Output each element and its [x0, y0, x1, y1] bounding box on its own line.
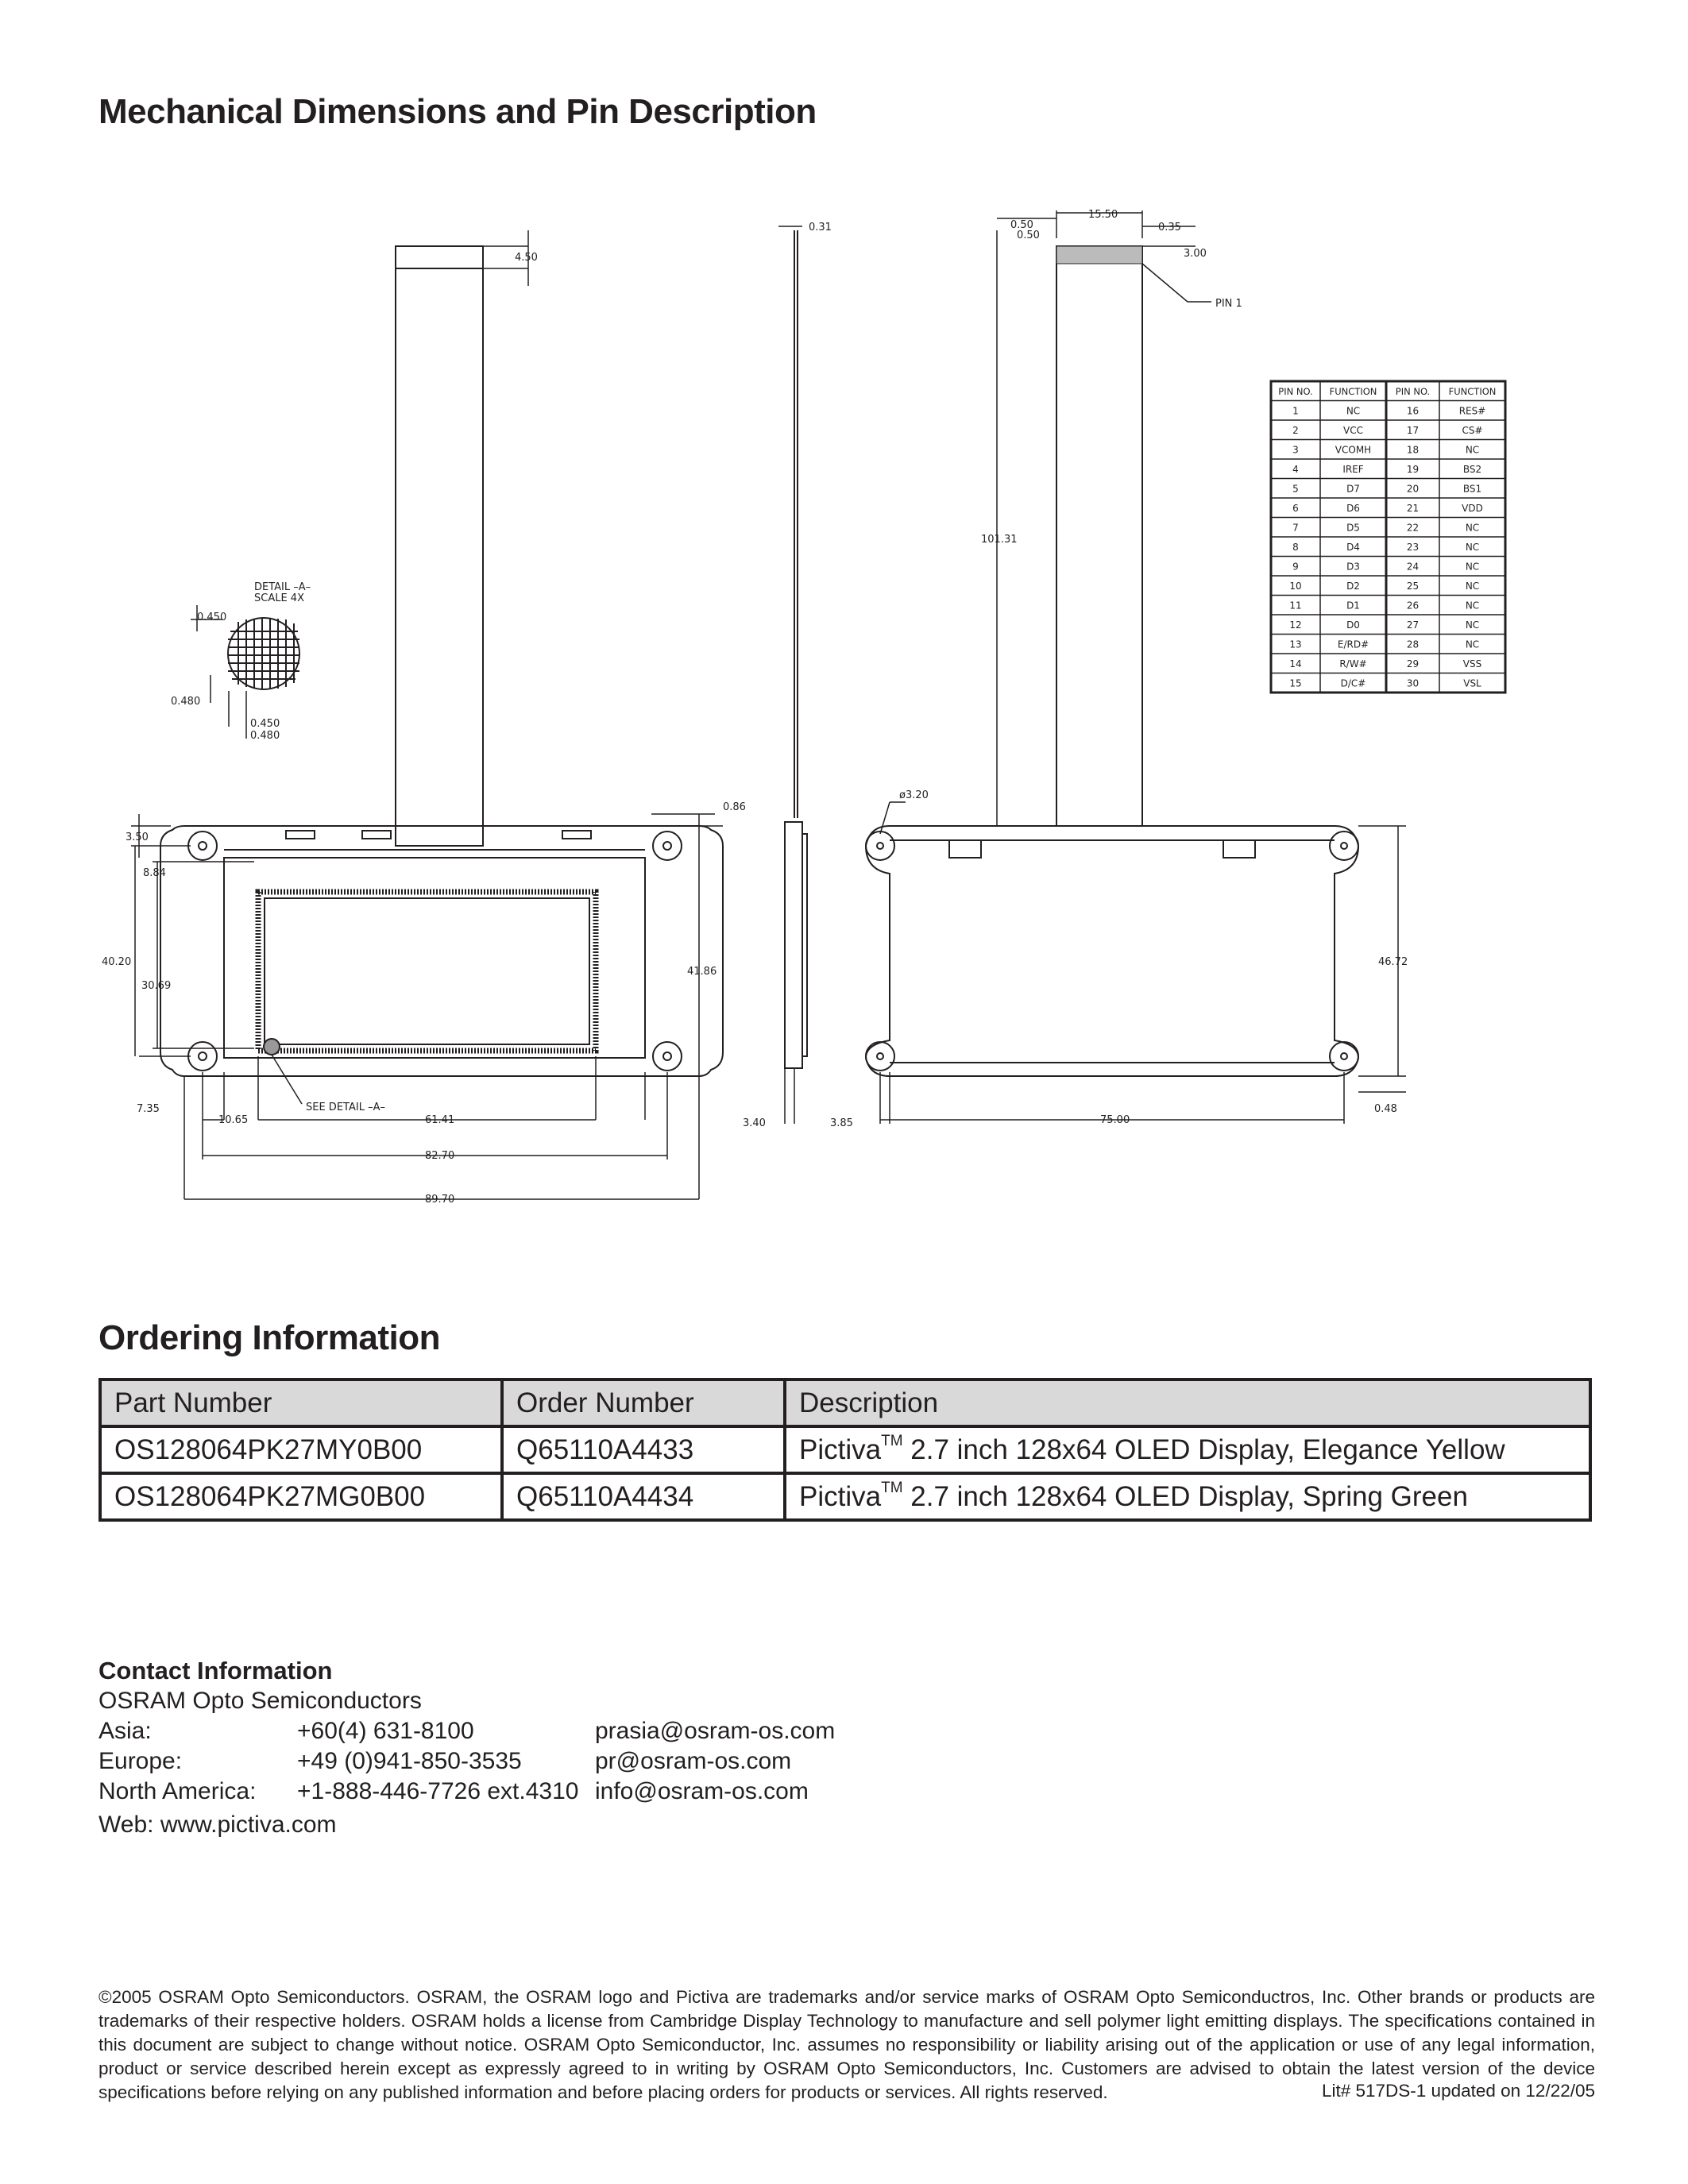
mechanical-drawing	[95, 199, 1525, 1215]
pin-table-cell: 23	[1406, 542, 1420, 553]
pin-table-cell: NC	[1465, 561, 1480, 573]
pin-table-header: FUNCTION	[1329, 386, 1377, 397]
pin-table-cell: 27	[1406, 619, 1420, 631]
pin-table	[1271, 381, 1505, 693]
mount-hole	[188, 1042, 217, 1071]
mount-hole-center	[199, 842, 207, 850]
email-link[interactable]: prasia@osram-os.com	[595, 1718, 836, 1744]
mechanical-title: Mechanical Dimensions and Pin Description	[98, 92, 817, 131]
active-area	[265, 898, 589, 1044]
pin-table-cell: VCC	[1343, 425, 1363, 436]
pin-table-cell: 26	[1406, 600, 1420, 612]
order-number: Q65110A4434	[502, 1473, 785, 1520]
dim-text: 8.84	[143, 867, 166, 879]
contact-row: Europe: +49 (0)941-850-3535 pr@osram-os.com	[98, 1746, 835, 1777]
pin-table-cell: 21	[1406, 503, 1420, 514]
legal-text: ©2005 OSRAM Opto Semiconductors. OSRAM, the OSRAM logo and Pictiva are trademarks and/or service marks of OSRAM Opto Semiconductros, Inc. Other brands or products are trademarks of their respective holders. OSRAM holds a license from Cambridge Display Technology to manufacture and sell polymer light emitting displays. The specifications contained in this document are subject to change without notice. OSRAM Opto Semiconductor, Inc. assumes no responsibility or liability arising out of the application or use of any legal information, product or service described herein except as expressly agreed to in writing by OSRAM Opto Semiconductors, Inc. Customers are advised to obtain the latest version of the device specifications before relying on any published information and before placing orders for products or services. All rights reserved.	[98, 1987, 1595, 2102]
dim-text: 0.48	[1374, 1103, 1397, 1115]
dim-text: 46.72	[1378, 956, 1408, 968]
dim-text: 0.450	[250, 718, 280, 730]
mount-hole-center	[663, 842, 671, 850]
dim-text: 0.35	[1158, 222, 1181, 233]
glass-panel	[224, 858, 645, 1058]
pin-table-cell: 25	[1406, 581, 1420, 592]
see-detail: SEE DETAIL –A–	[306, 1102, 385, 1113]
pin-table-cell: D6	[1346, 503, 1360, 514]
pin-table-cell: D2	[1346, 581, 1360, 592]
lit-number: Lit# 517DS-1 updated on 12/22/05	[1321, 2081, 1595, 2101]
detail-a	[191, 605, 299, 739]
pin-table-cell: 30	[1406, 677, 1420, 689]
pin-table-cell: 17	[1406, 425, 1420, 436]
pin-table-cell: 29	[1406, 658, 1420, 669]
web-link[interactable]: Web: www.pictiva.com	[98, 1812, 337, 1838]
pin-table-cell: 9	[1292, 561, 1299, 573]
dim-text: 0.50	[1017, 230, 1040, 241]
pin-table-cell: 3	[1292, 444, 1299, 456]
flex-pads	[1056, 246, 1142, 264]
pin-table-header: PIN NO.	[1395, 386, 1431, 397]
pin-table-cell: 14	[1289, 658, 1302, 669]
dim-text: 4.50	[515, 252, 538, 264]
pin-table-cell: 16	[1406, 405, 1420, 417]
dim-text: 10.65	[218, 1114, 249, 1126]
dim-text: 0.450	[197, 612, 227, 623]
email-link[interactable]: pr@osram-os.com	[595, 1748, 792, 1774]
dim-text: 0.86	[723, 801, 746, 813]
pin-table-cell: E/RD#	[1337, 639, 1369, 650]
pin-table-cell: NC	[1465, 522, 1480, 534]
pin-table-cell: NC	[1465, 600, 1480, 612]
pin-table-cell: NC	[1465, 639, 1480, 650]
mount-hole	[653, 832, 682, 860]
mount-hole	[188, 832, 217, 860]
pin-table-cell: 19	[1406, 464, 1420, 475]
pin-table-cell: VCOMH	[1335, 444, 1372, 456]
pin1-label: PIN 1	[1215, 298, 1242, 310]
pin-table-cell: D1	[1346, 600, 1360, 612]
pin-table-cell: IREF	[1342, 464, 1364, 475]
description: Pictiva™ 2.7 inch 128x64 OLED Display, Elegance Yellow	[785, 1426, 1590, 1473]
contact-row: North America: +1-888-446-7726 ext.4310 info@osram-os.com	[98, 1777, 835, 1807]
col-description: Description	[785, 1379, 1590, 1426]
contact-block	[98, 1656, 835, 1840]
pin-table-cell: NC	[1465, 619, 1480, 631]
col-part-number: Part Number	[100, 1379, 502, 1426]
pin-table-cell: 7	[1292, 522, 1299, 534]
pin-table-cell: 28	[1406, 639, 1420, 650]
pin-table-cell: 12	[1289, 619, 1302, 631]
pin-table-cell: 8	[1292, 542, 1299, 553]
contact-title: Contact Information	[98, 1657, 333, 1684]
order-number: Q65110A4433	[502, 1426, 785, 1473]
dim-text: 0.31	[809, 222, 832, 233]
dim-text: 89.70	[425, 1194, 455, 1206]
dim-text: 61.41	[425, 1114, 455, 1126]
pin-table-header: FUNCTION	[1448, 386, 1497, 397]
front-dimensions	[131, 230, 723, 1199]
dim-text: 30.69	[141, 980, 172, 992]
ordering-title: Ordering Information	[98, 1318, 440, 1357]
dim-text: 0.480	[171, 696, 201, 708]
pin-table-cell: D/C#	[1340, 677, 1366, 689]
pin-table-cell: 4	[1292, 464, 1299, 475]
pin-table-cell: NC	[1465, 444, 1480, 456]
pin-table-cell: 15	[1289, 677, 1302, 689]
description: Pictiva™ 2.7 inch 128x64 OLED Display, Spring Green	[785, 1473, 1590, 1520]
dim-text: 0.480	[250, 730, 280, 742]
pin-table-cell: 2	[1292, 425, 1299, 436]
part-number: OS128064PK27MY0B00	[100, 1426, 502, 1473]
pin-table-cell: 24	[1406, 561, 1420, 573]
dim-text: 75.00	[1100, 1114, 1130, 1126]
pin-table-cell: D7	[1346, 483, 1360, 495]
table-row	[100, 1426, 1590, 1473]
pin-table-cell: 6	[1292, 503, 1299, 514]
mount-hole-center	[663, 1052, 671, 1060]
dim-text: 3.85	[830, 1117, 853, 1129]
pin-table-cell: NC	[1465, 581, 1480, 592]
pin-table-cell: RES#	[1458, 405, 1486, 417]
module-back-frame	[866, 826, 1358, 1076]
table-row	[100, 1473, 1590, 1520]
pin-table-cell: 11	[1289, 600, 1302, 612]
pin-table-cell: 18	[1406, 444, 1420, 456]
pin-table-cell: 20	[1406, 483, 1420, 495]
pin-table-cell: VSL	[1463, 677, 1481, 689]
pin-table-cell: 5	[1292, 483, 1299, 495]
active-area-border	[258, 892, 596, 1051]
pin-table-header: PIN NO.	[1278, 386, 1313, 397]
module-frame	[160, 826, 723, 1076]
pin-table-cell: VDD	[1462, 503, 1483, 514]
dim-text: 3.50	[126, 832, 149, 843]
pin-table-cell: D3	[1346, 561, 1360, 573]
contact-row: Asia: +60(4) 631-8100 prasia@osram-os.com	[98, 1716, 835, 1746]
part-number: OS128064PK27MG0B00	[100, 1473, 502, 1520]
ordering-header-row	[100, 1379, 1590, 1426]
dim-text: 3.00	[1184, 248, 1207, 260]
pin-table-cell: BS2	[1462, 464, 1482, 475]
front-view	[160, 246, 723, 1076]
pin-table-cell: 10	[1289, 581, 1302, 592]
pin-table-cell: 1	[1292, 405, 1299, 417]
pin-table-cell: D4	[1346, 542, 1360, 553]
pin-table-cell: 13	[1289, 639, 1302, 650]
company-name: OSRAM Opto Semiconductors	[98, 1688, 422, 1714]
email-link[interactable]: info@osram-os.com	[595, 1778, 809, 1804]
col-order-number: Order Number	[502, 1379, 785, 1426]
dim-text: 0.50	[1010, 219, 1033, 231]
dim-text: 41.86	[687, 966, 717, 978]
ordering-table	[98, 1378, 1592, 1522]
mount-hole-center	[199, 1052, 207, 1060]
pin-table-cell: VSS	[1462, 658, 1482, 669]
flex-tail	[396, 246, 483, 846]
mount-hole	[653, 1042, 682, 1071]
pin-table-cell: BS1	[1462, 483, 1482, 495]
dim-text: 101.31	[981, 534, 1018, 546]
pin-table-cell: 22	[1406, 522, 1420, 534]
pin-table-cell: NC	[1346, 405, 1361, 417]
dim-text: ø3.20	[899, 789, 929, 801]
pin-table-cell: D0	[1346, 619, 1360, 631]
detail-scale: SCALE 4X	[254, 592, 304, 604]
pin-table-cell: CS#	[1462, 425, 1483, 436]
side-view	[778, 226, 807, 1124]
dim-text: 7.35	[137, 1103, 160, 1115]
detail-label: DETAIL –A–	[254, 581, 311, 593]
pin-table-cell: NC	[1465, 542, 1480, 553]
dim-text: 40.20	[102, 956, 132, 968]
dim-text: 82.70	[425, 1150, 455, 1162]
pin-table-cell: D5	[1346, 522, 1360, 534]
dim-text: 15.50	[1088, 209, 1118, 221]
flex-tail-back	[1056, 246, 1142, 826]
detail-a-marker	[264, 1039, 280, 1055]
dim-text: 3.40	[743, 1117, 766, 1129]
pin-table-cell: R/W#	[1339, 658, 1367, 669]
